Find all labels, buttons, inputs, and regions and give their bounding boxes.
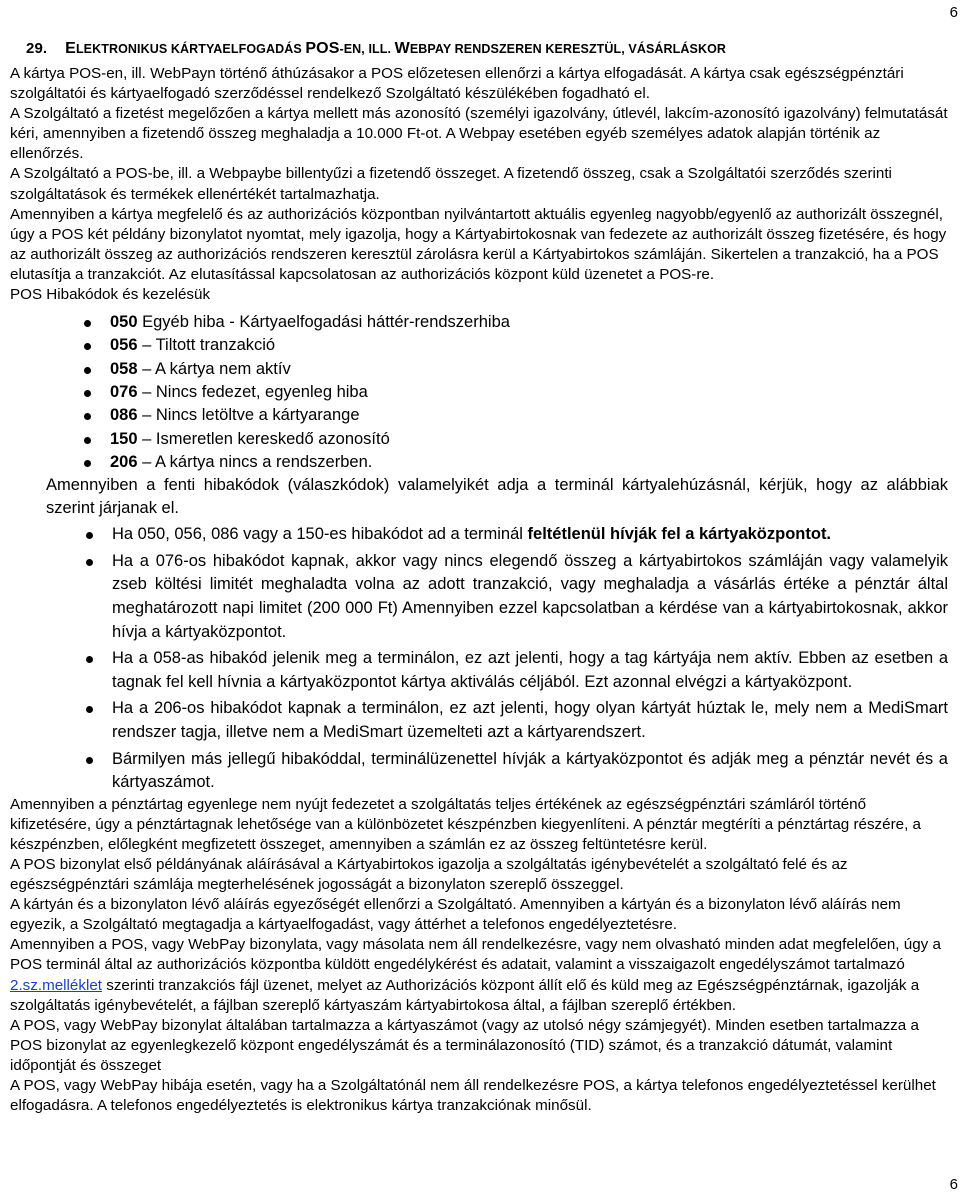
appendix-2-link[interactable]: 2.sz.melléklet bbox=[10, 976, 103, 994]
error-code-text: Kártyaelfogadási háttér-rendszerhiba bbox=[239, 313, 510, 332]
error-code-item bbox=[84, 451, 948, 474]
paragraph: A POS bizonylat első példányának aláírásával a Kártyabirtokos igazolja a szolgáltatás igénybevételét a szolgáltató felé és az egészségpénztári számlája megterhelésének jogosságát a bizonylaton szereplő összeggel. bbox=[10, 856, 848, 894]
error-code-item bbox=[84, 334, 948, 357]
heading-part: E bbox=[65, 40, 76, 57]
paragraph: A POS, vagy WebPay hibája esetén, vagy ha a Szolgáltatónál nem áll rendelkezésre POS, a kártya telefonos engedélyeztetéssel kerülhet elfogadásra. A telefonos engedélyeztetés is elektronikus kártya tranzakciónak minősül. bbox=[10, 1077, 936, 1115]
error-code-item bbox=[84, 311, 948, 334]
error-code-text: Tiltott tranzakció bbox=[155, 336, 276, 355]
paragraph-text: Amennyiben a POS, vagy WebPay bizonylata, vagy másolata nem áll rendelkezésre, vagy nem olvasható minden adat megfelelően, úgy a POS terminál által az authorizációs központba küldött engedélykérést és adatait, valamint a visszaigazolt engedélyszámot tartalmazó bbox=[10, 936, 941, 974]
instruction-item bbox=[86, 523, 948, 547]
paragraph: Amennyiben a pénztártag egyenlege nem nyújt fedezetet a szolgáltatás teljes értékének az egészségpénztári számláról történő kifizetésére, úgy a pénztártagnak lehetősége van a különbözetet készpénzben kiegyenlíteni. A pénztár megtéríti a pénztártag részére, a készpénzben, előlegként megfizetett összeget, amennyiben a számlán ez az összeg feltüntetésre kerül. bbox=[10, 795, 921, 853]
document-body bbox=[10, 40, 948, 1116]
error-code: 056 bbox=[110, 336, 138, 355]
instruction-text: Ha a 206-os hibakódot kapnak a terminálon, ez azt jelenti, hogy olyan kártyát húztak le, mely nem a MediSmart rendszer tagja, illetve nem a MediSmart üzemelteti azt a kártyarendszert. bbox=[112, 699, 948, 741]
error-code: 058 bbox=[110, 359, 138, 378]
instruction-emphasis: feltétlenül hívják fel a kártyaközpontot. bbox=[527, 525, 832, 544]
paragraph bbox=[10, 935, 948, 1015]
error-code-item bbox=[84, 381, 948, 404]
instruction-intro: Amennyiben a fenti hibakódok (válaszkódok) valamelyikét adja a terminál kártyalehúzásnál, kérjük, hogy az alábbiak szerint járjanak el. bbox=[46, 476, 948, 518]
paragraph: A Szolgáltató a fizetést megelőzően a kártya mellett más azonosító (személyi igazolvány, útlevél, lakcím-azonosító igazolvány) felmutatását kéri, amennyiben a fizetendő összeg meghaladja a 10.000 Ft-ot. A Webpay esetében egyéb személyes adatok alapján történik az ellenőrzés. bbox=[10, 105, 948, 163]
error-code-separator: Egyéb hiba - bbox=[137, 313, 240, 332]
instruction-item bbox=[86, 748, 948, 795]
error-codes-title: POS Hibakódok és kezelésük bbox=[10, 286, 211, 304]
error-code-text: A kártya nem aktív bbox=[154, 359, 291, 378]
error-code: 076 bbox=[110, 383, 138, 402]
error-code-separator: – bbox=[137, 336, 156, 355]
page-number-top: 6 bbox=[949, 4, 958, 21]
paragraph-text: szerinti tranzakciós fájl üzenet, melyet az Authorizációs központ állít elő és küld meg az Egészségpénztárnak, igazolják a szolgáltatás igénybevételét, a fájlban szereplő kártyaszám kártyabirtokosa által, a fájlban szereplő értékben. bbox=[10, 976, 920, 1014]
section-number: 29. bbox=[26, 40, 48, 57]
bullet-icon bbox=[86, 706, 93, 713]
error-code-text: Nincs fedezet, egyenleg hiba bbox=[155, 383, 368, 402]
bullet-icon bbox=[86, 559, 93, 566]
instruction-text: Ha 050, 056, 086 vagy a 150-es hibakódot ad a terminál bbox=[112, 525, 528, 544]
instruction-text: Ha a 058-as hibakód jelenik meg a terminálon, ez azt jelenti, hogy a tag kártyája nem aktív. Ebben az esetben a tagnak fel kell hívnia a kártyaközpontot kártya aktiválás céljából. Ezt azonnal elvégzi a kártyaközpont. bbox=[112, 649, 948, 691]
paragraph: Amennyiben a kártya megfelelő és az authorizációs központban nyilvántartott aktuális egyenleg nagyobb/egyenlő az authorizált összegnél, úgy a POS két példány bizonylatot nyomtat, mely igazolja, hogy a Kártyabirtokosnak van fedezete az authorizált összeg fizetésére, és hogy az authorizált összeg az authorizációs rendszeren keresztül zárolásra kerül a Kártyabirtokos számláján. Sikertelen a tranzakció, ha a POS elutasítja a tranzakciót. Az elutasítással kapcsolatosan az authorizációs központ küld üzenetet a POS-re. bbox=[10, 205, 947, 283]
error-code-text: Ismeretlen kereskedő azonosító bbox=[155, 429, 390, 448]
error-code-item bbox=[84, 358, 948, 381]
paragraph: A kártyán és a bizonylaton lévő aláírás egyezőségét ellenőrzi a Szolgáltató. Amennyiben a kártyán és a bizonylaton lévő aláírás nem egyezik, a Szolgáltató megtagadja a kártyaelfogadást, vagy áttérhet a telefonos engedélyeztetésre. bbox=[10, 896, 901, 934]
heading-part: -EN, ILL. bbox=[339, 42, 395, 56]
bullet-icon bbox=[86, 757, 93, 764]
error-code-list bbox=[10, 311, 948, 474]
error-code-separator: – bbox=[137, 383, 156, 402]
error-code: 150 bbox=[110, 429, 138, 448]
heading-part: EBPAY RENDSZEREN KERESZTÜL, VÁSÁRLÁSKOR bbox=[409, 42, 727, 56]
error-code: 050 bbox=[110, 313, 138, 332]
heading-part: LEKTRONIKUS KÁRTYAELFOGADÁS bbox=[75, 42, 306, 56]
error-code-separator: – bbox=[137, 429, 156, 448]
heading-part: W bbox=[394, 40, 410, 57]
paragraph: A kártya POS-en, ill. WebPayn történő áthúzásakor a POS előzetesen ellenőrzi a kártya elfogadását. A kártya csak egészségpénztári szolgáltatói és kártyaelfogadó szerződéssel rendelkező Szolgáltató készülékében fogadható el. bbox=[10, 65, 904, 103]
error-code: 206 bbox=[110, 452, 138, 471]
page-number-bottom: 6 bbox=[949, 1176, 958, 1193]
heading-part: POS bbox=[305, 40, 340, 57]
instruction-item bbox=[86, 550, 948, 644]
error-code-separator: – bbox=[137, 452, 155, 471]
instruction-text: Ha a 076-os hibakódot kapnak, akkor vagy nincs elegendő összeg a kártyabirtokos számláján vagy valamelyik zseb költési limitét meghaladta volna az adott tranzakció, vagy meghaladja a vásárlás értéke a pénztár által meghatározott napi limitet (200 000 Ft) Amennyiben ezzel kapcsolatban a kérdése van a kártyabirtokosnak, akkor hívja a kártyaközpontot. bbox=[112, 551, 948, 641]
instruction-list bbox=[10, 523, 948, 795]
error-code: 086 bbox=[110, 406, 138, 425]
error-code-text: A kártya nincs a rendszerben. bbox=[154, 452, 373, 471]
instruction-text: Bármilyen más jellegű hibakóddal, terminálüzenettel hívják a kártyaközpontot és adják meg a pénztár nevét és a kártyaszámot. bbox=[112, 749, 948, 792]
error-code-item bbox=[84, 404, 948, 427]
paragraph: A POS, vagy WebPay bizonylat általában tartalmazza a kártyaszámot (vagy az utolsó négy számjegyét). Minden esetben tartalmazza a POS bizonylat az egyenlegkezelő központ engedélyszámát és a terminálazonosító (TID) számot, és a tranzakció dátumát, valamint időpontját és összeget bbox=[10, 1016, 919, 1074]
section-heading bbox=[26, 40, 948, 58]
paragraph: A Szolgáltató a POS-be, ill. a Webpaybe billentyűzi a fizetendő összeget. A fizetendő összeg, csak a Szolgáltatói szerződés szerinti szolgáltatások és termékek ellenértékét tartalmazhatja. bbox=[10, 165, 892, 203]
bullet-icon bbox=[86, 532, 93, 539]
error-code-text: Nincs letöltve a kártyarange bbox=[155, 406, 360, 425]
error-code-separator: – bbox=[137, 359, 155, 378]
instruction-item bbox=[86, 647, 948, 694]
error-code-separator: – bbox=[137, 406, 156, 425]
bullet-icon bbox=[86, 656, 93, 663]
error-code-item bbox=[84, 428, 948, 451]
instruction-item bbox=[86, 697, 948, 744]
